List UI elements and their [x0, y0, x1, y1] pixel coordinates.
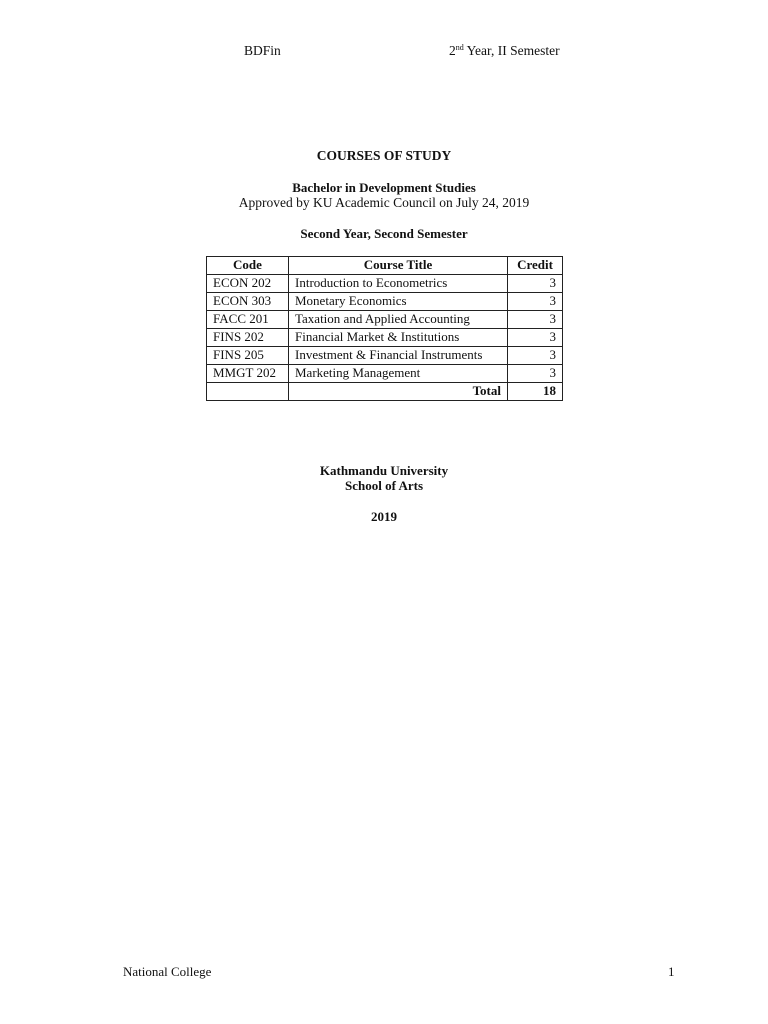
- approval-note: Approved by KU Academic Council on July 24, 2019: [238, 195, 530, 210]
- course-title: Financial Market & Institutions: [289, 329, 508, 347]
- university-name: Kathmandu University: [319, 463, 449, 478]
- document-title: COURSES OF STUDY: [316, 148, 452, 163]
- course-credit: 3: [508, 329, 563, 347]
- course-credit: 3: [508, 347, 563, 365]
- column-header-title: Course Title: [289, 257, 508, 275]
- course-credit: 3: [508, 275, 563, 293]
- table-row: [207, 329, 563, 347]
- course-code: FACC 201: [207, 311, 289, 329]
- column-header-credit: Credit: [508, 257, 563, 275]
- course-title: Investment & Financial Instruments: [289, 347, 508, 365]
- course-title: Marketing Management: [289, 365, 508, 383]
- total-row: [207, 383, 563, 401]
- course-credit: 3: [508, 365, 563, 383]
- course-code: ECON 303: [207, 293, 289, 311]
- header-right: [449, 43, 560, 59]
- table-row: [207, 365, 563, 383]
- semester-heading: Second Year, Second Semester: [300, 226, 468, 241]
- course-code: ECON 202: [207, 275, 289, 293]
- courses-table: [206, 256, 563, 401]
- header-left: BDFin: [244, 43, 281, 58]
- table-header-row: [207, 257, 563, 275]
- table-row: [207, 311, 563, 329]
- course-code: FINS 205: [207, 347, 289, 365]
- course-credit: 3: [508, 311, 563, 329]
- school-name: School of Arts: [345, 478, 423, 493]
- table-row: [207, 347, 563, 365]
- footer-college: National College: [123, 964, 212, 979]
- document-year: 2019: [371, 509, 397, 524]
- course-code: FINS 202: [207, 329, 289, 347]
- total-value: 18: [508, 383, 563, 401]
- program-name: Bachelor in Development Studies: [292, 180, 476, 195]
- page-number: 1: [668, 964, 675, 979]
- course-code: MMGT 202: [207, 365, 289, 383]
- header-right-number: 2: [449, 43, 456, 58]
- table-row: [207, 293, 563, 311]
- total-label: Total: [289, 383, 508, 401]
- course-title: Taxation and Applied Accounting: [289, 311, 508, 329]
- course-title: Introduction to Econometrics: [289, 275, 508, 293]
- total-empty-cell: [207, 383, 289, 401]
- header-right-text: Year, II Semester: [463, 43, 560, 58]
- column-header-code: Code: [207, 257, 289, 275]
- course-title: Monetary Economics: [289, 293, 508, 311]
- table-row: [207, 275, 563, 293]
- header-right-ordinal: nd: [455, 43, 464, 52]
- course-credit: 3: [508, 293, 563, 311]
